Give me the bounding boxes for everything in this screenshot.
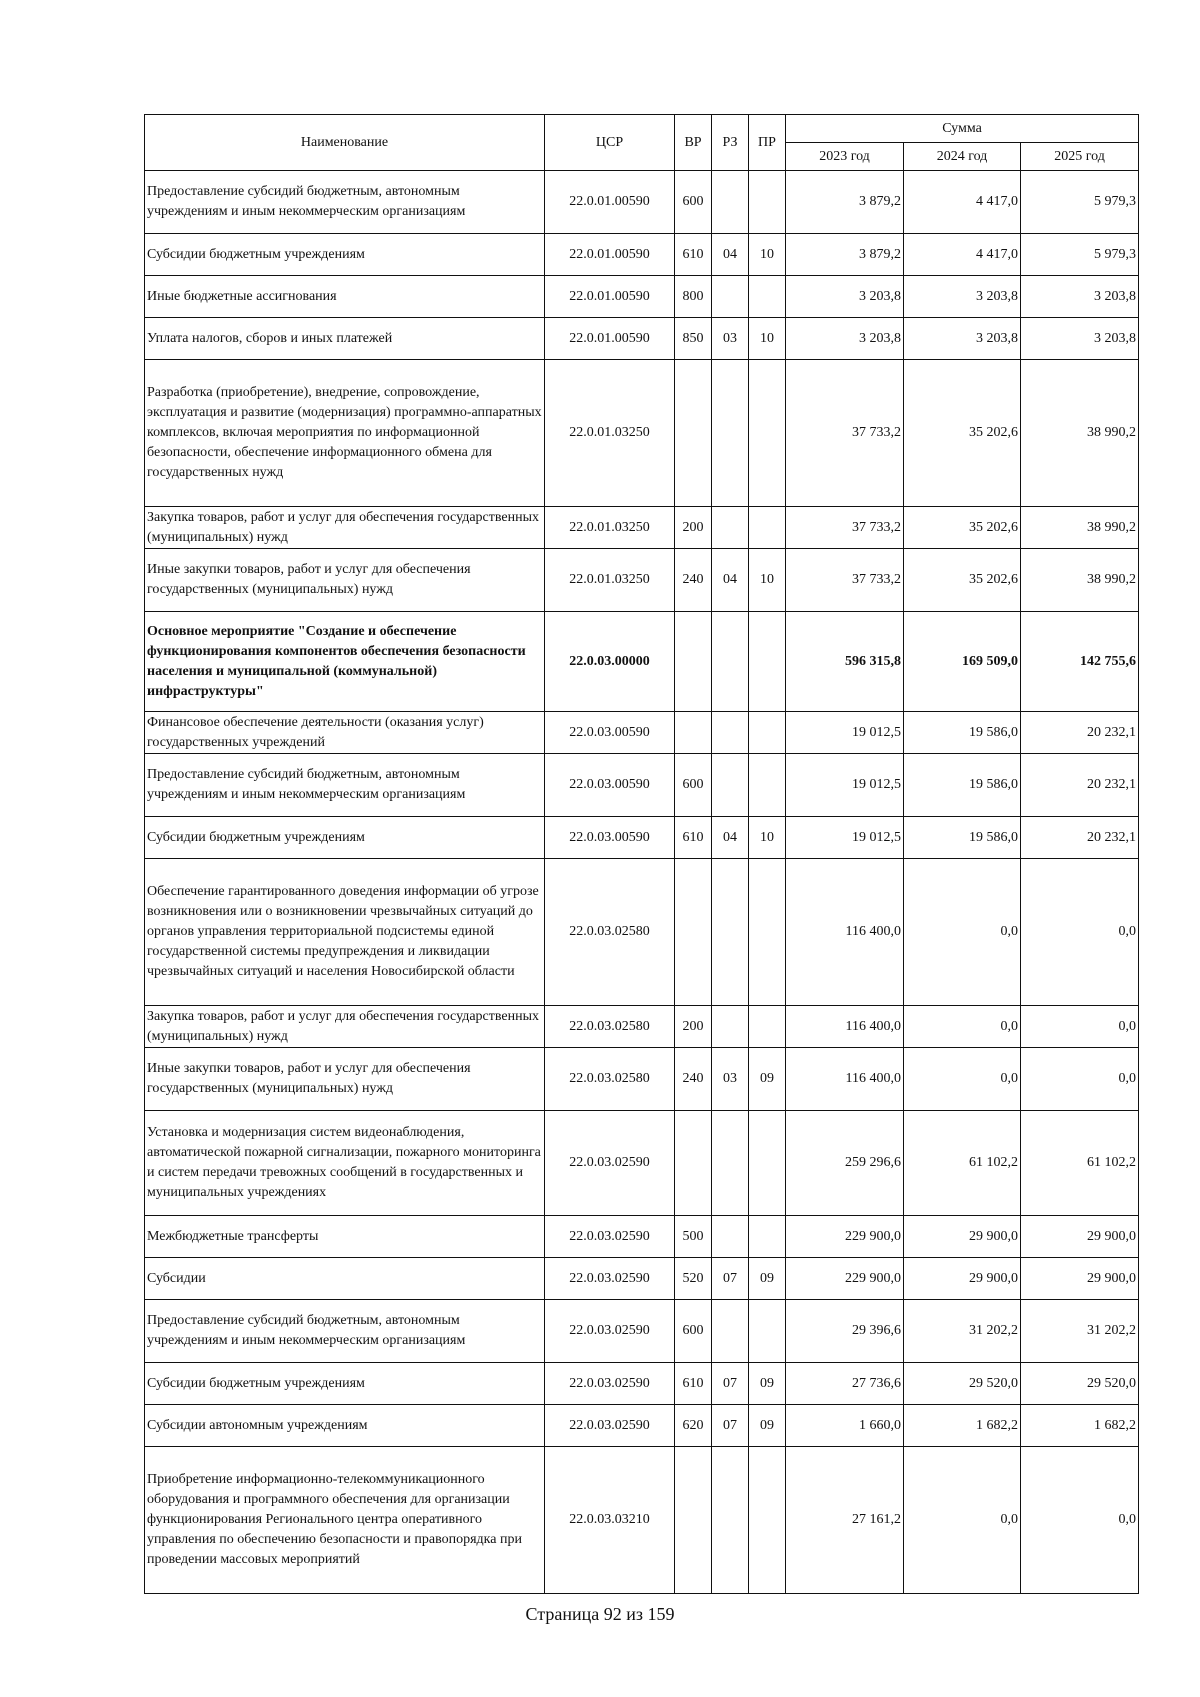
cell-name: Финансовое обеспечение деятельности (оказания услуг) государственных учреждений [145, 712, 545, 754]
cell-2024: 169 509,0 [904, 612, 1021, 712]
header-name: Наименование [145, 115, 545, 171]
cell-2025: 38 990,2 [1021, 507, 1139, 549]
cell-rz [712, 1300, 749, 1363]
cell-csr: 22.0.01.03250 [545, 507, 675, 549]
cell-csr: 22.0.01.03250 [545, 549, 675, 612]
cell-csr: 22.0.03.00590 [545, 754, 675, 817]
cell-2023: 19 012,5 [786, 712, 904, 754]
cell-name: Предоставление субсидий бюджетным, автономным учреждениям и иным некоммерческим организациям [145, 171, 545, 234]
cell-2023: 596 315,8 [786, 612, 904, 712]
cell-name: Предоставление субсидий бюджетным, автономным учреждениям и иным некоммерческим организациям [145, 754, 545, 817]
cell-2023: 37 733,2 [786, 360, 904, 507]
cell-vr [675, 360, 712, 507]
cell-2023: 27 736,6 [786, 1363, 904, 1405]
header-rz: РЗ [712, 115, 749, 171]
cell-csr: 22.0.01.03250 [545, 360, 675, 507]
cell-rz [712, 612, 749, 712]
cell-name: Субсидии бюджетным учреждениям [145, 234, 545, 276]
cell-rz [712, 712, 749, 754]
cell-2025: 38 990,2 [1021, 360, 1139, 507]
cell-name: Закупка товаров, работ и услуг для обеспечения государственных (муниципальных) нужд [145, 1006, 545, 1048]
header-year-2024: 2024 год [904, 143, 1021, 171]
cell-name: Приобретение информационно-телекоммуникационного оборудования и программного обеспечения для организации функционирования Регионального центра оперативного управления по обеспечению безопасности и правопорядка при проведении массовых мероприятий [145, 1447, 545, 1594]
cell-2024: 0,0 [904, 1006, 1021, 1048]
table-row [145, 1111, 1139, 1216]
cell-vr: 240 [675, 1048, 712, 1111]
cell-vr: 200 [675, 507, 712, 549]
table-header [145, 115, 1139, 171]
table-row [145, 859, 1139, 1006]
cell-csr: 22.0.03.02590 [545, 1258, 675, 1300]
cell-2023: 3 879,2 [786, 171, 904, 234]
cell-pr [749, 360, 786, 507]
table-row [145, 318, 1139, 360]
cell-vr: 520 [675, 1258, 712, 1300]
cell-2025: 0,0 [1021, 1006, 1139, 1048]
cell-csr: 22.0.03.00590 [545, 712, 675, 754]
table-row [145, 1300, 1139, 1363]
cell-pr [749, 754, 786, 817]
cell-name: Уплата налогов, сборов и иных платежей [145, 318, 545, 360]
cell-vr: 620 [675, 1405, 712, 1447]
cell-rz: 07 [712, 1258, 749, 1300]
cell-2024: 35 202,6 [904, 507, 1021, 549]
cell-2025: 29 900,0 [1021, 1216, 1139, 1258]
cell-2024: 19 586,0 [904, 817, 1021, 859]
cell-2025: 0,0 [1021, 859, 1139, 1006]
cell-vr [675, 612, 712, 712]
table-row [145, 1405, 1139, 1447]
table-row [145, 549, 1139, 612]
table-row [145, 1216, 1139, 1258]
cell-name: Иные закупки товаров, работ и услуг для обеспечения государственных (муниципальных) нужд [145, 1048, 545, 1111]
cell-pr [749, 171, 786, 234]
cell-2023: 1 660,0 [786, 1405, 904, 1447]
cell-2023: 229 900,0 [786, 1216, 904, 1258]
cell-vr: 850 [675, 318, 712, 360]
cell-pr [749, 712, 786, 754]
cell-2025: 0,0 [1021, 1447, 1139, 1594]
cell-name: Установка и модернизация систем видеонаблюдения, автоматической пожарной сигнализации, пожарного мониторинга и систем передачи тревожных сообщений в государственных и муниципальных учреждениях [145, 1111, 545, 1216]
cell-2024: 3 203,8 [904, 318, 1021, 360]
cell-vr [675, 859, 712, 1006]
table-row [145, 612, 1139, 712]
cell-vr: 200 [675, 1006, 712, 1048]
cell-vr [675, 1447, 712, 1594]
cell-2023: 3 879,2 [786, 234, 904, 276]
table-row [145, 171, 1139, 234]
cell-pr [749, 507, 786, 549]
budget-table [144, 114, 1139, 1594]
header-vr: ВР [675, 115, 712, 171]
cell-rz [712, 1447, 749, 1594]
header-year-2025: 2025 год [1021, 143, 1139, 171]
cell-vr: 600 [675, 171, 712, 234]
cell-csr: 22.0.03.00590 [545, 817, 675, 859]
cell-name: Иные бюджетные ассигнования [145, 276, 545, 318]
cell-vr: 600 [675, 1300, 712, 1363]
cell-2023: 27 161,2 [786, 1447, 904, 1594]
table-row [145, 234, 1139, 276]
cell-name: Субсидии [145, 1258, 545, 1300]
cell-rz [712, 171, 749, 234]
cell-vr: 240 [675, 549, 712, 612]
cell-csr: 22.0.03.02580 [545, 1006, 675, 1048]
cell-csr: 22.0.03.02590 [545, 1363, 675, 1405]
cell-2024: 61 102,2 [904, 1111, 1021, 1216]
cell-rz [712, 507, 749, 549]
cell-rz: 07 [712, 1405, 749, 1447]
cell-name: Субсидии бюджетным учреждениям [145, 1363, 545, 1405]
cell-rz [712, 1006, 749, 1048]
cell-rz [712, 276, 749, 318]
cell-rz [712, 360, 749, 507]
cell-2025: 5 979,3 [1021, 171, 1139, 234]
cell-2024: 29 520,0 [904, 1363, 1021, 1405]
cell-2025: 38 990,2 [1021, 549, 1139, 612]
cell-2024: 0,0 [904, 859, 1021, 1006]
cell-name: Разработка (приобретение), внедрение, сопровождение, эксплуатация и развитие (модернизация) программно-аппаратных комплексов, включая мероприятия по информационной безопасности, обеспечение информационного обмена для государственных нужд [145, 360, 545, 507]
table-row [145, 1447, 1139, 1594]
cell-2023: 37 733,2 [786, 507, 904, 549]
cell-vr: 800 [675, 276, 712, 318]
cell-vr [675, 1111, 712, 1216]
cell-pr [749, 1216, 786, 1258]
cell-csr: 22.0.01.00590 [545, 318, 675, 360]
cell-csr: 22.0.01.00590 [545, 234, 675, 276]
cell-pr: 09 [749, 1405, 786, 1447]
cell-name: Межбюджетные трансферты [145, 1216, 545, 1258]
cell-2024: 19 586,0 [904, 712, 1021, 754]
cell-2025: 5 979,3 [1021, 234, 1139, 276]
cell-pr [749, 1300, 786, 1363]
cell-csr: 22.0.03.00000 [545, 612, 675, 712]
cell-2024: 29 900,0 [904, 1216, 1021, 1258]
cell-2025: 3 203,8 [1021, 276, 1139, 318]
cell-2025: 0,0 [1021, 1048, 1139, 1111]
cell-2023: 37 733,2 [786, 549, 904, 612]
table-row [145, 817, 1139, 859]
cell-2024: 35 202,6 [904, 360, 1021, 507]
cell-2024: 1 682,2 [904, 1405, 1021, 1447]
cell-2024: 4 417,0 [904, 234, 1021, 276]
cell-2024: 35 202,6 [904, 549, 1021, 612]
cell-2025: 20 232,1 [1021, 754, 1139, 817]
cell-csr: 22.0.03.02590 [545, 1111, 675, 1216]
cell-name: Иные закупки товаров, работ и услуг для обеспечения государственных (муниципальных) нужд [145, 549, 545, 612]
cell-2024: 19 586,0 [904, 754, 1021, 817]
cell-2025: 20 232,1 [1021, 712, 1139, 754]
cell-pr [749, 612, 786, 712]
table-row [145, 360, 1139, 507]
cell-2025: 29 900,0 [1021, 1258, 1139, 1300]
cell-name: Субсидии бюджетным учреждениям [145, 817, 545, 859]
cell-2024: 0,0 [904, 1447, 1021, 1594]
cell-csr: 22.0.03.02590 [545, 1216, 675, 1258]
cell-name: Закупка товаров, работ и услуг для обеспечения государственных (муниципальных) нужд [145, 507, 545, 549]
table-row [145, 754, 1139, 817]
cell-csr: 22.0.01.00590 [545, 276, 675, 318]
cell-pr [749, 1006, 786, 1048]
cell-pr [749, 1447, 786, 1594]
cell-csr: 22.0.03.02580 [545, 1048, 675, 1111]
cell-vr: 610 [675, 1363, 712, 1405]
cell-2024: 31 202,2 [904, 1300, 1021, 1363]
page-number: Страница 92 из 159 [525, 1604, 675, 1624]
table-body [145, 171, 1139, 1594]
cell-vr [675, 712, 712, 754]
cell-rz [712, 859, 749, 1006]
header-year-2023: 2023 год [786, 143, 904, 171]
cell-pr: 09 [749, 1363, 786, 1405]
cell-2023: 116 400,0 [786, 1048, 904, 1111]
cell-pr: 10 [749, 817, 786, 859]
cell-2024: 0,0 [904, 1048, 1021, 1111]
cell-name: Основное мероприятие "Создание и обеспечение функционирования компонентов обеспечения безопасности населения и муниципальной (коммунальной) инфраструктуры" [145, 612, 545, 712]
cell-rz: 03 [712, 1048, 749, 1111]
cell-2023: 3 203,8 [786, 276, 904, 318]
header-pr: ПР [749, 115, 786, 171]
cell-rz: 04 [712, 817, 749, 859]
cell-pr: 09 [749, 1258, 786, 1300]
cell-rz: 04 [712, 549, 749, 612]
cell-pr: 09 [749, 1048, 786, 1111]
table-row [145, 1363, 1139, 1405]
cell-2025: 1 682,2 [1021, 1405, 1139, 1447]
cell-rz: 03 [712, 318, 749, 360]
cell-pr: 10 [749, 234, 786, 276]
table-row [145, 1006, 1139, 1048]
header-csr: ЦСР [545, 115, 675, 171]
cell-pr: 10 [749, 549, 786, 612]
cell-name: Субсидии автономным учреждениям [145, 1405, 545, 1447]
cell-2023: 3 203,8 [786, 318, 904, 360]
cell-rz [712, 1111, 749, 1216]
cell-2023: 259 296,6 [786, 1111, 904, 1216]
cell-rz [712, 1216, 749, 1258]
cell-2025: 29 520,0 [1021, 1363, 1139, 1405]
cell-pr [749, 1111, 786, 1216]
table-row [145, 1048, 1139, 1111]
cell-vr: 610 [675, 234, 712, 276]
cell-csr: 22.0.03.02590 [545, 1405, 675, 1447]
table-row [145, 712, 1139, 754]
cell-2025: 3 203,8 [1021, 318, 1139, 360]
cell-rz: 07 [712, 1363, 749, 1405]
cell-rz: 04 [712, 234, 749, 276]
cell-name: Обеспечение гарантированного доведения информации об угрозе возникновения или о возникновении чрезвычайных ситуаций до органов управления территориальной подсистемы единой государственной системы предупреждения и ликвидации чрезвычайных ситуаций и населения Новосибирской области [145, 859, 545, 1006]
cell-2023: 19 012,5 [786, 817, 904, 859]
table-row [145, 1258, 1139, 1300]
cell-pr [749, 276, 786, 318]
cell-2023: 116 400,0 [786, 1006, 904, 1048]
cell-csr: 22.0.03.03210 [545, 1447, 675, 1594]
cell-csr: 22.0.03.02590 [545, 1300, 675, 1363]
table-row [145, 276, 1139, 318]
cell-pr: 10 [749, 318, 786, 360]
cell-2025: 142 755,6 [1021, 612, 1139, 712]
cell-2025: 61 102,2 [1021, 1111, 1139, 1216]
table-row [145, 507, 1139, 549]
cell-2025: 20 232,1 [1021, 817, 1139, 859]
cell-2024: 29 900,0 [904, 1258, 1021, 1300]
cell-2023: 19 012,5 [786, 754, 904, 817]
cell-pr [749, 859, 786, 1006]
cell-2023: 29 396,6 [786, 1300, 904, 1363]
cell-vr: 600 [675, 754, 712, 817]
cell-2024: 3 203,8 [904, 276, 1021, 318]
cell-2023: 229 900,0 [786, 1258, 904, 1300]
cell-2024: 4 417,0 [904, 171, 1021, 234]
cell-vr: 610 [675, 817, 712, 859]
cell-2023: 116 400,0 [786, 859, 904, 1006]
cell-rz [712, 754, 749, 817]
cell-name: Предоставление субсидий бюджетным, автономным учреждениям и иным некоммерческим организациям [145, 1300, 545, 1363]
cell-2025: 31 202,2 [1021, 1300, 1139, 1363]
cell-csr: 22.0.01.00590 [545, 171, 675, 234]
header-sum: Сумма [786, 115, 1139, 143]
cell-csr: 22.0.03.02580 [545, 859, 675, 1006]
cell-vr: 500 [675, 1216, 712, 1258]
